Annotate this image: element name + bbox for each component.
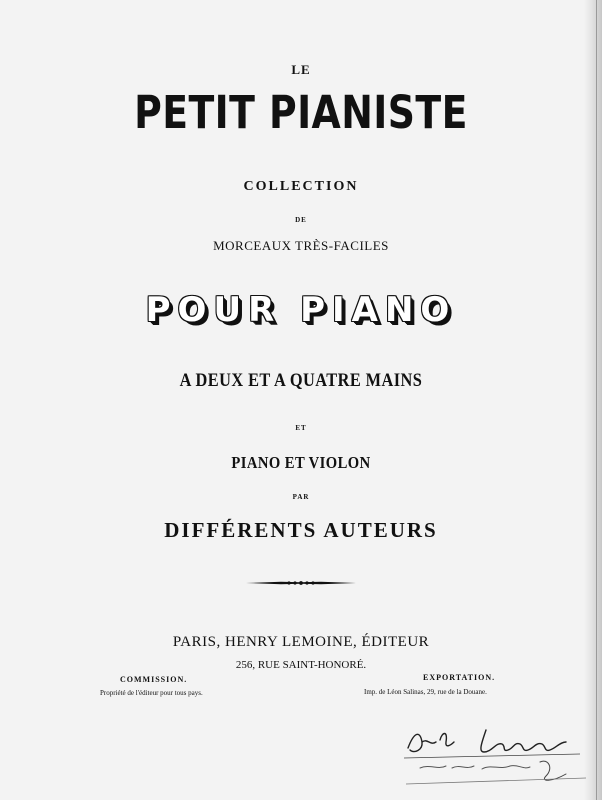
exportation-text: Imp. de Léon Salinas, 29, rue de la Douane. — [364, 688, 487, 696]
title-le: LE — [291, 62, 311, 77]
publisher-line: PARIS, HENRY LEMOINE, ÉDITEUR — [172, 634, 430, 650]
commission-heading: COMMISSION. — [120, 675, 188, 684]
main-title: PETIT PIANISTE — [134, 86, 468, 139]
page-edge-shadow — [584, 0, 602, 800]
deux-quatre-mains: A DEUX ET A QUATRE MAINS — [179, 370, 423, 391]
par-label: PAR — [292, 493, 310, 501]
commission-text: Propriété de l'éditeur pour tous pays. — [100, 689, 203, 697]
exportation-heading: EXPORTATION. — [423, 673, 496, 682]
ornamental-divider — [246, 575, 356, 591]
morceaux-subtitle: MORCEAUX TRÈS-FACILES — [213, 238, 389, 253]
publisher-address: 256, RUE SAINT-HONORÉ. — [235, 659, 367, 671]
handwritten-signature — [390, 712, 590, 792]
pour-piano-heading: POUR PIANO — [145, 290, 457, 330]
de-label: DE — [295, 216, 307, 224]
et-label: ET — [295, 424, 307, 432]
differents-auteurs: DIFFÉRENTS AUTEURS — [164, 518, 438, 542]
collection-heading: COLLECTION — [243, 179, 359, 194]
piano-et-violon: PIANO ET VIOLON — [231, 453, 371, 472]
page-edge-line — [596, 0, 597, 800]
